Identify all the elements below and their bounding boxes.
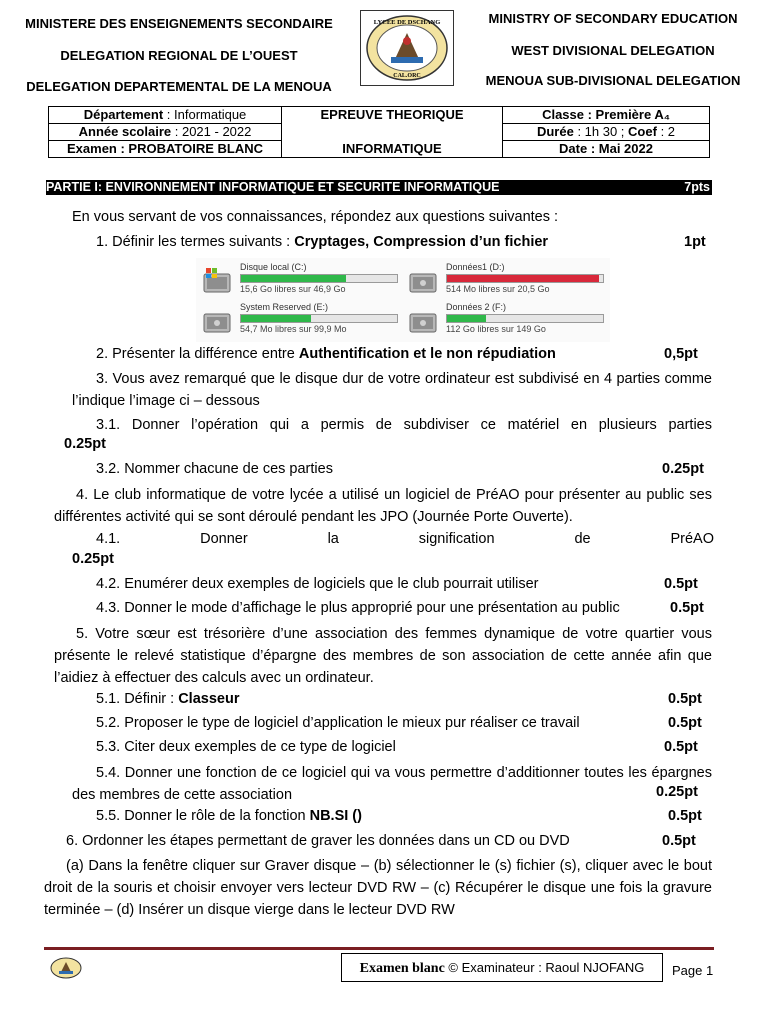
logo-bottom-text: CAL.ORC (393, 73, 421, 79)
question-4-3: 4.3. Donner le mode d’affichage le plus approprié pour une présentation au public (96, 600, 620, 616)
question-5-5: 5.5. Donner le rôle de la fonction NB.SI () (96, 808, 362, 824)
drive-e-name: System Reserved (E:) (240, 302, 329, 312)
question-5-4: 5.4. Donner une fonction de ce logiciel qui va vous permettre d’additionner toutes les épargnes des membres de cette association (72, 765, 712, 803)
question-1: 1. Définir les termes suivants : Cryptages, Compression d’un fichier (96, 234, 549, 250)
question-3-2-points: 0.25pt (662, 461, 704, 477)
logo-top-text: LYCEE DE DSCHANG (373, 19, 441, 26)
drive-f-free: 112 Go libres sur 149 Go (446, 324, 546, 334)
part-title-bar (46, 180, 712, 195)
question-5: 5. Votre sœur est trésorière d’une association des femmes dynamique de votre quartier vous présente le relevé statistique d’épargne des membres de son association de cette année afin que l’aidiez à effectuer des calculs avec un ordinateur. (54, 626, 712, 686)
header-left-line-3: DELEGATION DEPARTEMENTAL DE LA MENOUA (26, 79, 332, 94)
header-left-line-2: DELEGATION REGIONAL DE L’OUEST (60, 48, 298, 63)
question-4-3-points: 0.5pt (670, 600, 704, 616)
question-1-points: 1pt (684, 234, 706, 250)
footer-examiner: © Examinateur : Raoul NJOFANG (444, 960, 645, 975)
drive-f-name: Données 2 (F:) (446, 302, 507, 312)
question-2-points: 0,5pt (664, 346, 698, 362)
question-4-1-points: 0.25pt (72, 551, 114, 567)
drive-c (202, 262, 398, 298)
hard-drive-windows-icon (202, 266, 232, 296)
hard-drive-icon (202, 306, 232, 336)
intro-text: En vous servant de vos connaissances, répondez aux questions suivantes : (72, 209, 559, 225)
footer-rule (44, 947, 714, 950)
drives-image (196, 258, 610, 342)
header-right-line-1: MINISTRY OF SECONDARY EDUCATION (488, 11, 738, 26)
epreuve-cell: EPREUVE THEORIQUE (282, 107, 503, 141)
question-5-2-points: 0.5pt (668, 715, 702, 731)
exam-info-table (48, 106, 710, 158)
question-5-3-points: 0.5pt (664, 739, 698, 755)
footer-exam: Examen blanc (359, 961, 445, 976)
department-cell: Département : Informatique (49, 107, 282, 124)
question-3: 3. Vous avez remarqué que le disque dur de votre ordinateur est subdivisé en 4 parties comme l’indique l’image ci – dessous (72, 371, 712, 409)
question-5-4-points: 0.25pt (656, 784, 698, 800)
header-right-line-3: MENOUA SUB-DIVISIONAL DELEGATION (485, 73, 741, 88)
question-6-steps: (a) Dans la fenêtre cliquer sur Graver disque – (b) sélectionner le (s) fichier (s), cliquer avec le bout droit de la souris et choisir envoyer vers lecteur DVD RW – (c) Récupérer le disque une fois la gravure terminée – (d) Insérer un disque vierge dans le lecteur DVD RW (44, 858, 712, 918)
drive-d-free: 514 Mo libres sur 20,5 Go (446, 284, 550, 294)
part-points: 7pts (684, 180, 710, 194)
question-5-1-points: 0.5pt (668, 691, 702, 707)
exam-cell: Examen : PROBATOIRE BLANC (49, 141, 282, 158)
question-4-1: 4.1. Donner la signification de PréAO (96, 531, 714, 547)
hard-drive-icon (408, 266, 438, 296)
date-cell: Date : Mai 2022 (503, 141, 710, 158)
footer-box (341, 953, 663, 982)
header-right-line-2: WEST DIVISIONAL DELEGATION (511, 43, 715, 58)
question-5-3: 5.3. Citer deux exemples de ce type de logiciel (96, 739, 396, 755)
question-4: 4. Le club informatique de votre lycée a utilisé un logiciel de PréAO pour présenter au public ses différentes activité qui se sont déroulé pendant les JPO (Journée Porte Ouverte). (54, 487, 712, 525)
question-6: 6. Ordonner les étapes permettant de graver les données dans un CD ou DVD (66, 833, 570, 849)
question-4-2-points: 0.5pt (664, 576, 698, 592)
question-3-1-points: 0.25pt (64, 436, 106, 452)
question-5-5-points: 0.5pt (668, 808, 702, 824)
drive-e (202, 302, 398, 338)
hard-drive-icon (408, 306, 438, 336)
subject-cell: INFORMATIQUE (282, 141, 503, 158)
drive-c-usage-bar (240, 274, 398, 283)
school-logo (360, 10, 454, 86)
question-6-points: 0.5pt (662, 833, 696, 849)
question-4-2: 4.2. Enumérer deux exemples de logiciels que le club pourrait utiliser (96, 576, 539, 592)
header-left-line-1: MINISTERE DES ENSEIGNEMENTS SECONDAIRE (25, 16, 333, 31)
question-3-1: 3.1. Donner l’opération qui a permis de subdiviser ce matériel en plusieurs parties (96, 417, 712, 433)
page-number: Page 1 (672, 963, 714, 978)
drive-c-name: Disque local (C:) (240, 262, 307, 272)
drive-d (408, 262, 604, 298)
drive-d-usage-bar (446, 274, 604, 283)
part-title: PARTIE I: ENVIRONNEMENT INFORMATIQUE ET SECURITE INFORMATIQUE (46, 180, 500, 194)
classe-cell: Classe : Première A₄ (503, 107, 710, 124)
school-year-cell: Année scolaire : 2021 - 2022 (49, 124, 282, 141)
drive-c-free: 15,6 Go libres sur 46,9 Go (240, 284, 346, 294)
question-5-1: 5.1. Définir : Classeur (96, 691, 240, 707)
drive-f-usage-bar (446, 314, 604, 323)
drive-e-usage-bar (240, 314, 398, 323)
drive-d-name: Données1 (D:) (446, 262, 505, 272)
duree-cell: Durée : 1h 30 ; Coef : 2 (503, 124, 710, 141)
question-3-2: 3.2. Nommer chacune de ces parties (96, 461, 333, 477)
drive-e-free: 54,7 Mo libres sur 99,9 Mo (240, 324, 347, 334)
footer-logo (50, 957, 82, 979)
question-2: 2. Présenter la différence entre Authentification et le non répudiation (96, 346, 556, 362)
question-5-2: 5.2. Proposer le type de logiciel d’application le mieux pur réaliser ce travail (96, 715, 580, 731)
drive-f (408, 302, 604, 338)
